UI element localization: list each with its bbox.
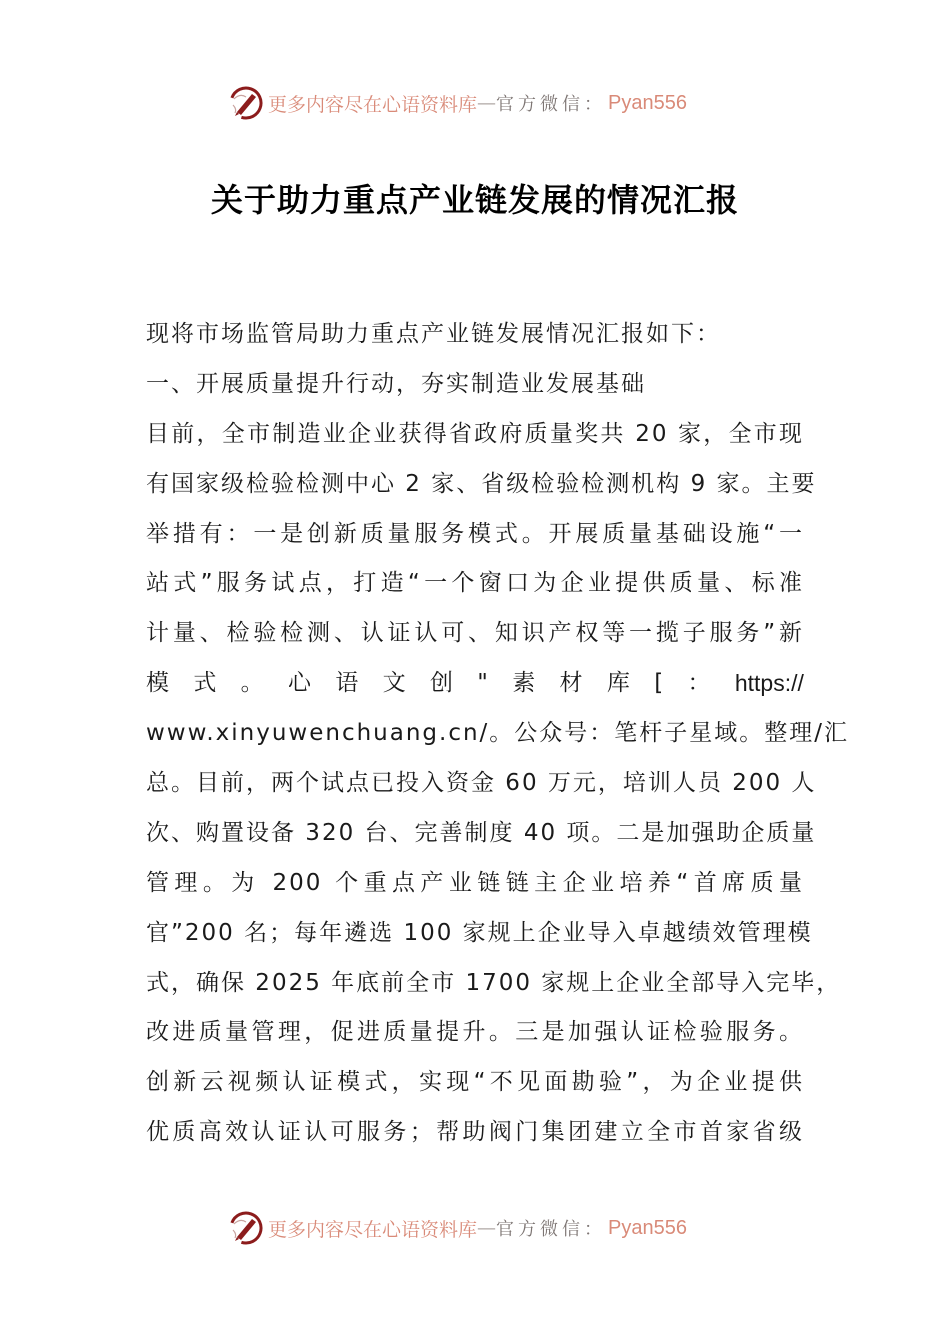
spread-token: 心 bbox=[287, 670, 311, 697]
spread-token: 材 bbox=[559, 670, 583, 697]
section-heading: 一、开展质量提升行动，夯实制造业发展基础 bbox=[146, 370, 646, 397]
quill-pen-logo-icon bbox=[228, 85, 264, 121]
spread-token: 创 bbox=[429, 670, 453, 697]
body-line: 官”200 名；每年遴选 100 家规上企业导入卓越绩效管理模 bbox=[146, 919, 813, 946]
intro-paragraph: 现将市场监管局助力重点产业链发展情况汇报如下： bbox=[146, 321, 721, 347]
document-body bbox=[146, 310, 850, 1158]
spread-token: 。 bbox=[240, 670, 264, 697]
spread-token: 素 bbox=[512, 670, 536, 697]
body-line: 目前，全市制造业企业获得省政府质量奖共 20 家，全市现 bbox=[146, 420, 804, 447]
watermark-dash: — bbox=[477, 92, 497, 114]
spread-token: 模 bbox=[146, 670, 169, 697]
spread-token: 语 bbox=[335, 670, 359, 697]
body-line-spread bbox=[146, 659, 804, 709]
watermark-wechat-label: 官方微信： bbox=[496, 1219, 607, 1240]
spread-token: " bbox=[477, 670, 488, 697]
body-line: 管理。为 200 个重点产业链链主企业培养“首席质量 bbox=[146, 869, 804, 896]
document-title: 关于助力重点产业链发展的情况汇报 bbox=[210, 181, 739, 219]
watermark-main-text: 更多内容尽在心语资料库 bbox=[268, 93, 478, 116]
watermark-main-text: 更多内容尽在心语资料库 bbox=[268, 1218, 478, 1241]
body-line: 总。目前，两个试点已投入资金 60 万元，培训人员 200 人 bbox=[146, 770, 817, 797]
header-watermark bbox=[228, 83, 687, 123]
spread-token: 库 bbox=[606, 670, 630, 697]
body-line: 创新云视频认证模式，实现“不见面勘验”，为企业提供 bbox=[146, 1069, 804, 1096]
body-line: 有国家级检验检测中心 2 家、省级检验检测机构 9 家。主要 bbox=[146, 470, 817, 497]
spread-token: ： bbox=[687, 670, 711, 697]
body-line: 改进质量管理，促进质量提升。三是加强认证检验服务。 bbox=[146, 1019, 804, 1046]
spread-token: 式 bbox=[193, 670, 217, 697]
watermark-wechat-label: 官方微信： bbox=[496, 94, 607, 115]
url-fragment: https:// bbox=[734, 670, 804, 697]
body-line: www.xinyuwenchuang.cn/。公众号：笔杆子星域。整理/汇 bbox=[146, 720, 850, 747]
body-line: 站式”服务试点，打造“一个窗口为企业提供质量、标准 bbox=[146, 570, 804, 597]
body-line: 式，确保 2025 年底前全市 1700 家规上企业全部导入完毕， bbox=[146, 969, 842, 996]
body-line: 次、购置设备 320 台、完善制度 40 项。二是加强助企质量 bbox=[146, 819, 817, 846]
footer-watermark bbox=[228, 1208, 687, 1248]
body-line: 优质高效认证认可服务；帮助阀门集团建立全市首家省级 bbox=[146, 1119, 804, 1146]
body-line: 举措有：一是创新质量服务模式。开展质量基础设施“一 bbox=[146, 520, 804, 547]
quill-pen-logo-icon bbox=[228, 1210, 264, 1246]
watermark-dash: — bbox=[477, 1217, 497, 1239]
body-line: 计量、检验检测、认证认可、知识产权等一揽子服务”新 bbox=[146, 620, 804, 647]
spread-token: 文 bbox=[382, 670, 406, 697]
spread-token: [ bbox=[654, 670, 664, 697]
watermark-wechat-id: Pyan556 bbox=[608, 1216, 687, 1239]
watermark-wechat-id: Pyan556 bbox=[608, 91, 687, 114]
